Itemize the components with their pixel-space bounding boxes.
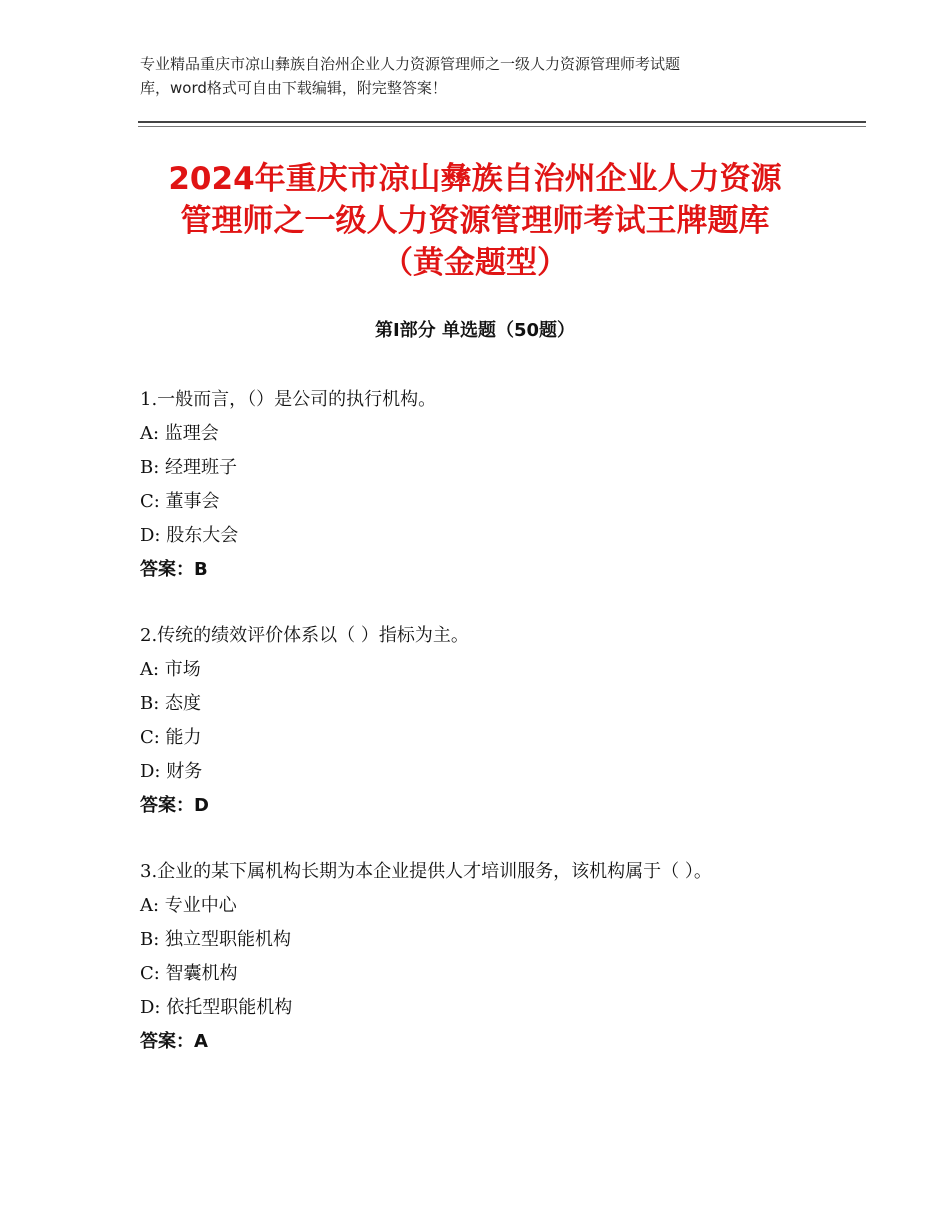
question-text: 1.一般而言，（）是公司的执行机构。 [140, 389, 437, 410]
option-c: C: 智囊机构 [140, 963, 238, 984]
document-title [110, 158, 840, 284]
option-b: B: 经理班子 [140, 457, 238, 478]
answer-line: 答案：B [140, 559, 208, 580]
document-title-line-2: 管理师之一级人力资源管理师考试王牌题库 [180, 203, 770, 239]
question-2 [140, 619, 830, 823]
option-c: C: 能力 [140, 727, 202, 748]
header-divider-thin [138, 126, 866, 127]
section-title: 第Ⅰ部分 单选题（50题） [374, 320, 575, 341]
answer-line: 答案：D [140, 795, 209, 816]
question-list [140, 383, 830, 1091]
header-divider-thick [138, 121, 866, 123]
header-note-line-2: 库，word格式可自由下载编辑，附完整答案！ [140, 79, 447, 97]
option-b: B: 独立型职能机构 [140, 929, 292, 950]
option-b: B: 态度 [140, 693, 202, 714]
answer-line: 答案：A [140, 1031, 208, 1052]
question-text: 2.传统的绩效评价体系以（ ）指标为主。 [140, 625, 469, 646]
header-note [140, 52, 820, 100]
option-c: C: 董事会 [140, 491, 220, 512]
option-a: A: 市场 [140, 659, 201, 680]
document-title-line-3: （黄金题型） [382, 245, 568, 281]
header-note-line-1: 专业精品重庆市凉山彝族自治州企业人力资源管理师之一级人力资源管理师考试题 [140, 55, 681, 73]
question-1 [140, 383, 830, 587]
option-a: A: 监理会 [140, 423, 219, 444]
option-a: A: 专业中心 [140, 895, 237, 916]
option-d: D: 财务 [140, 761, 203, 782]
option-d: D: 股东大会 [140, 525, 239, 546]
question-3 [140, 855, 830, 1059]
document-title-line-1: 2024年重庆市凉山彝族自治州企业人力资源 [168, 161, 782, 197]
option-d: D: 依托型职能机构 [140, 997, 293, 1018]
question-text: 3.企业的某下属机构长期为本企业提供人才培训服务，该机构属于（ ）。 [140, 861, 712, 882]
